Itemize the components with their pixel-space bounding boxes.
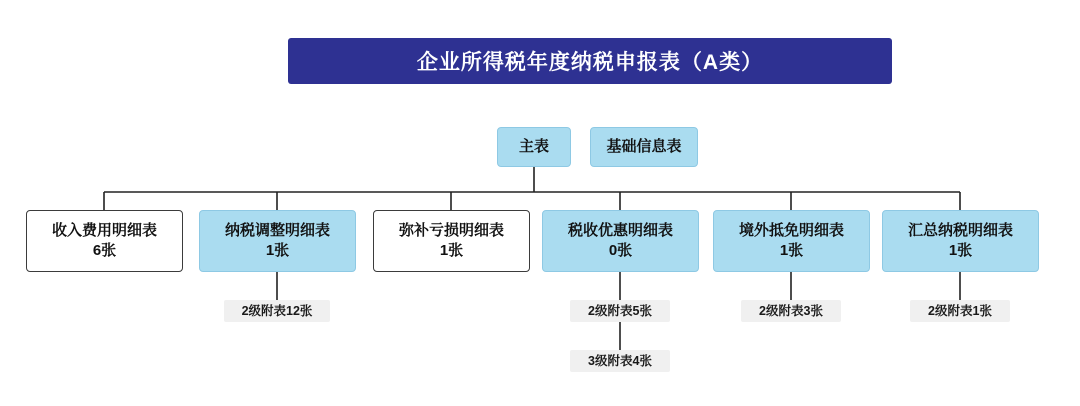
node-loss-makeup-detail-count: 1张 — [439, 242, 464, 259]
node-tax-incentive-detail[interactable] — [542, 210, 699, 272]
node-loss-makeup-detail[interactable] — [373, 210, 530, 272]
node-overseas-credit-detail[interactable] — [713, 210, 870, 272]
note-tax-incentive-level2[interactable] — [570, 300, 670, 322]
node-tax-adjustment-detail-count: 1张 — [265, 242, 290, 259]
note-tax-incentive-level2-label: 2级附表5张 — [588, 303, 652, 318]
page-title: 企业所得税年度纳税申报表（A类） — [416, 51, 764, 74]
note-overseas-credit-level2-label: 2级附表3张 — [759, 303, 823, 318]
note-tax-incentive-level3[interactable] — [570, 350, 670, 372]
node-basic-info-table-label: 基础信息表 — [606, 137, 682, 155]
node-consolidated-tax-detail-count: 1张 — [948, 242, 973, 259]
note-overseas-credit-level2[interactable] — [741, 300, 841, 322]
node-consolidated-tax-detail[interactable] — [882, 210, 1039, 272]
node-tax-incentive-detail-count: 0张 — [608, 242, 633, 259]
node-tax-adjustment-detail[interactable] — [199, 210, 356, 272]
note-tax-adjustment-level2[interactable] — [224, 300, 330, 322]
node-loss-makeup-detail-title: 弥补亏损明细表 — [398, 221, 504, 239]
node-income-expense-detail[interactable] — [26, 210, 183, 272]
node-basic-info-table[interactable] — [590, 127, 698, 167]
page-title-banner — [288, 38, 892, 84]
node-overseas-credit-detail-count: 1张 — [779, 242, 804, 259]
node-tax-incentive-detail-title: 税收优惠明细表 — [567, 221, 673, 239]
note-tax-adjustment-level2-label: 2级附表12张 — [241, 303, 313, 318]
note-tax-incentive-level3-label: 3级附表4张 — [588, 353, 652, 368]
node-main-table[interactable] — [497, 127, 571, 167]
node-tax-adjustment-detail-title: 纳税调整明细表 — [224, 221, 330, 239]
node-consolidated-tax-detail-title: 汇总纳税明细表 — [907, 221, 1013, 239]
node-main-table-label: 主表 — [518, 137, 549, 155]
note-consolidated-tax-level2[interactable] — [910, 300, 1010, 322]
node-income-expense-detail-count: 6张 — [92, 242, 117, 259]
node-overseas-credit-detail-title: 境外抵免明细表 — [738, 221, 844, 239]
node-income-expense-detail-title: 收入费用明细表 — [51, 221, 157, 239]
note-consolidated-tax-level2-label: 2级附表1张 — [928, 303, 992, 318]
